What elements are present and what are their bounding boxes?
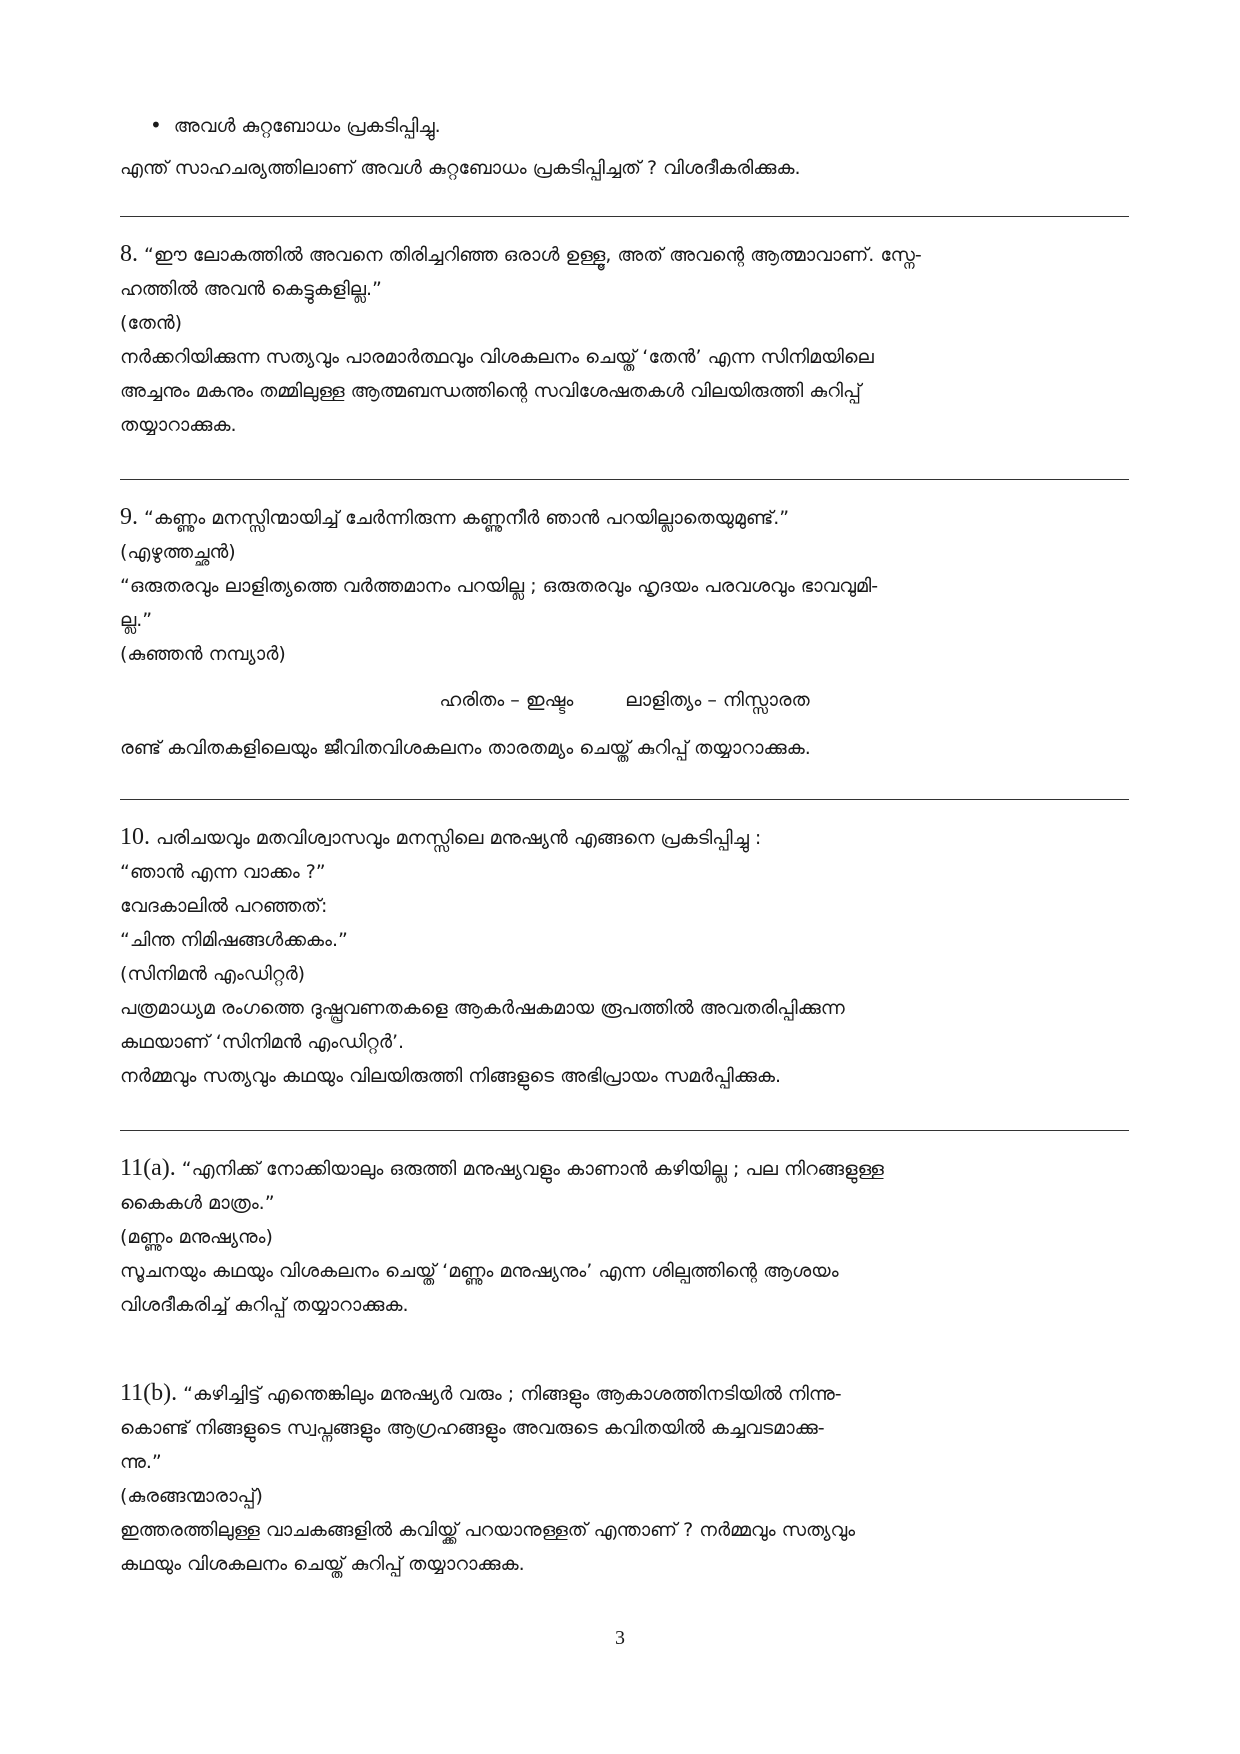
question-text: കഥയും വിശകലനം ചെയ്ത് കുറിപ്പ് തയ്യാറാക്കുക. (120, 1553, 525, 1575)
question-text: നർമ്മവും സത്യവും കഥയും വിലയിരുത്തി നിങ്ങളുടെ അഭിപ്രായം സമർപ്പിക്കുക. (120, 1065, 782, 1087)
question-text: തയ്യാറാക്കുക. (120, 414, 237, 436)
source-label: (തേൻ) (120, 312, 183, 334)
source-label: (എഴുത്തച്ഛൻ) (120, 541, 236, 563)
question-number: 11(a). (120, 1155, 176, 1181)
question-11a (120, 1151, 1129, 1322)
quote-line: “ചിന്ത നിമിഷങ്ങൾക്കകം.” (120, 929, 348, 951)
quote-line: പരിചയവും മതവിശ്വാസവും മനസ്സിലെ മനുഷ്യൻ എങ്ങനെ പ്രകടിപ്പിച്ചു : (156, 827, 762, 849)
source-label: (സിനിമൻ എംഡിറ്റർ) (120, 963, 306, 985)
quote-line: “ഞാൻ എന്ന വാക്കം ?” (120, 861, 326, 883)
source-label: (കുഞ്ഞൻ നമ്പ്യാർ) (120, 643, 286, 665)
question-number: 8. (120, 241, 138, 267)
question-text: ഇത്തരത്തിലുള്ള വാചകങ്ങളിൽ കവിയ്ക്ക് പറയാനുള്ളത് എന്താണ് ? നർമ്മവും സത്യവും (120, 1519, 856, 1541)
question-10 (120, 820, 1129, 1093)
question-page (120, 108, 1129, 1581)
quote-line: “ഒരുതരവും ലാളിത്യത്തെ വർത്തമാനം പറയില്ല ; ഒരുതരവും ഹൃദയം പരവശവും ഭാവവുമി- (120, 575, 879, 597)
question-11b (120, 1376, 1129, 1581)
source-label: (കുരങ്ങന്മാരാപ്പ്) (120, 1485, 263, 1507)
quote-line: “ഈ ലോകത്തിൽ അവനെ തിരിച്ചറിഞ്ഞ ഒരാൾ ഉള്ളൂ, അത് അവന്റെ ആത്മാവാണ്. സ്നേ- (144, 244, 922, 266)
quote-line: ഹത്തിൽ അവൻ കെട്ടുകളില്ല.” (120, 278, 382, 300)
question-number: 9. (120, 504, 138, 530)
pair-one: ഹരിതം – ഇഷ്ടം (439, 689, 574, 711)
quote-line: “കണ്ണും മനസ്സിന്മായിച്ച് ചേർന്നിരുന്ന കണ്ണുനീർ ഞാൻ പറയില്ലാതെയുമുണ്ട്.” (144, 507, 790, 529)
question-text: നർക്കറിയിക്കുന്ന സത്യവും പാരമാർത്ഥവും വിശകലനം ചെയ്ത് ‘തേൻ’ എന്ന സിനിമയിലെ (120, 346, 874, 368)
quote-line: കൈകൾ മാത്രം.” (120, 1192, 275, 1214)
question-text: എന്ത് സാഹചര്യത്തിലാണ് അവൾ കുറ്റബോധം പ്രകടിപ്പിച്ചത് ? വിശദീകരിക്കുക. (120, 157, 801, 179)
question-number: 10. (120, 824, 150, 850)
question-text: രണ്ട് കവിതകളിലെയും ജീവിതവിശകലനം താരതമ്യം ചെയ്ത് കുറിപ്പ് തയ്യാറാക്കുക. (120, 737, 811, 759)
bullet-item (120, 108, 1129, 143)
question-text: വിശദീകരിച്ച് കുറിപ്പ് തയ്യാറാക്കുക. (120, 1294, 409, 1316)
question-8 (120, 237, 1129, 442)
source-label: (മണ്ണും മനുഷ്യനും) (120, 1226, 273, 1248)
comparison-pairs (120, 683, 1129, 717)
quote-line: ല്ല.” (120, 609, 153, 631)
description-text: പത്രമാധ്യമ രംഗത്തെ ദുഷ്പ്രവണതകളെ ആകർഷകമായ രൂപത്തിൽ അവതരിപ്പിക്കുന്ന (120, 997, 845, 1019)
quote-line: ന്നു.” (120, 1451, 162, 1473)
bullet-text: അവൾ കുറ്റബോധം പ്രകടിപ്പിച്ചു. (173, 115, 441, 137)
question-number: 11(b). (120, 1380, 178, 1406)
quote-line: “കഴിച്ചിട്ട് എന്തെങ്കിലും മനുഷ്യർ വരും ; നിങ്ങളും ആകാശത്തിനടിയിൽ നിന്നു- (183, 1383, 842, 1405)
bullet-dot-icon: • (150, 113, 162, 137)
page-number: 3 (615, 1627, 625, 1649)
quote-line: വേദകാലിൽ പറഞ്ഞത്: (120, 895, 328, 917)
question-7-tail (120, 108, 1129, 185)
quote-line: കൊണ്ട് നിങ്ങളുടെ സ്വപ്നങ്ങളും ആഗ്രഹങ്ങളും അവരുടെ കവിതയിൽ കച്ചവടമാക്കു- (120, 1417, 825, 1439)
question-9 (120, 500, 1129, 765)
description-text: കഥയാണ് ‘സിനിമൻ എംഡിറ്റർ’. (120, 1031, 405, 1053)
question-text: അച്ചനും മകനും തമ്മിലുള്ള ആത്മബന്ധത്തിന്റെ സവിശേഷതകൾ വിലയിരുത്തി കുറിപ്പ് (120, 380, 861, 402)
quote-line: “എനിക്ക് നോക്കിയാലും ഒരുത്തി മനുഷ്യവളും കാണാൻ കഴിയില്ല ; പല നിറങ്ങളുള്ള (181, 1158, 884, 1180)
pair-two: ലാളിത്യം – നിസ്സാരത (625, 689, 810, 711)
question-text: സൂചനയും കഥയും വിശകലനം ചെയ്ത് ‘മണ്ണും മനുഷ്യനും’ എന്ന ശില്പത്തിന്റെ ആശയം (120, 1260, 839, 1282)
